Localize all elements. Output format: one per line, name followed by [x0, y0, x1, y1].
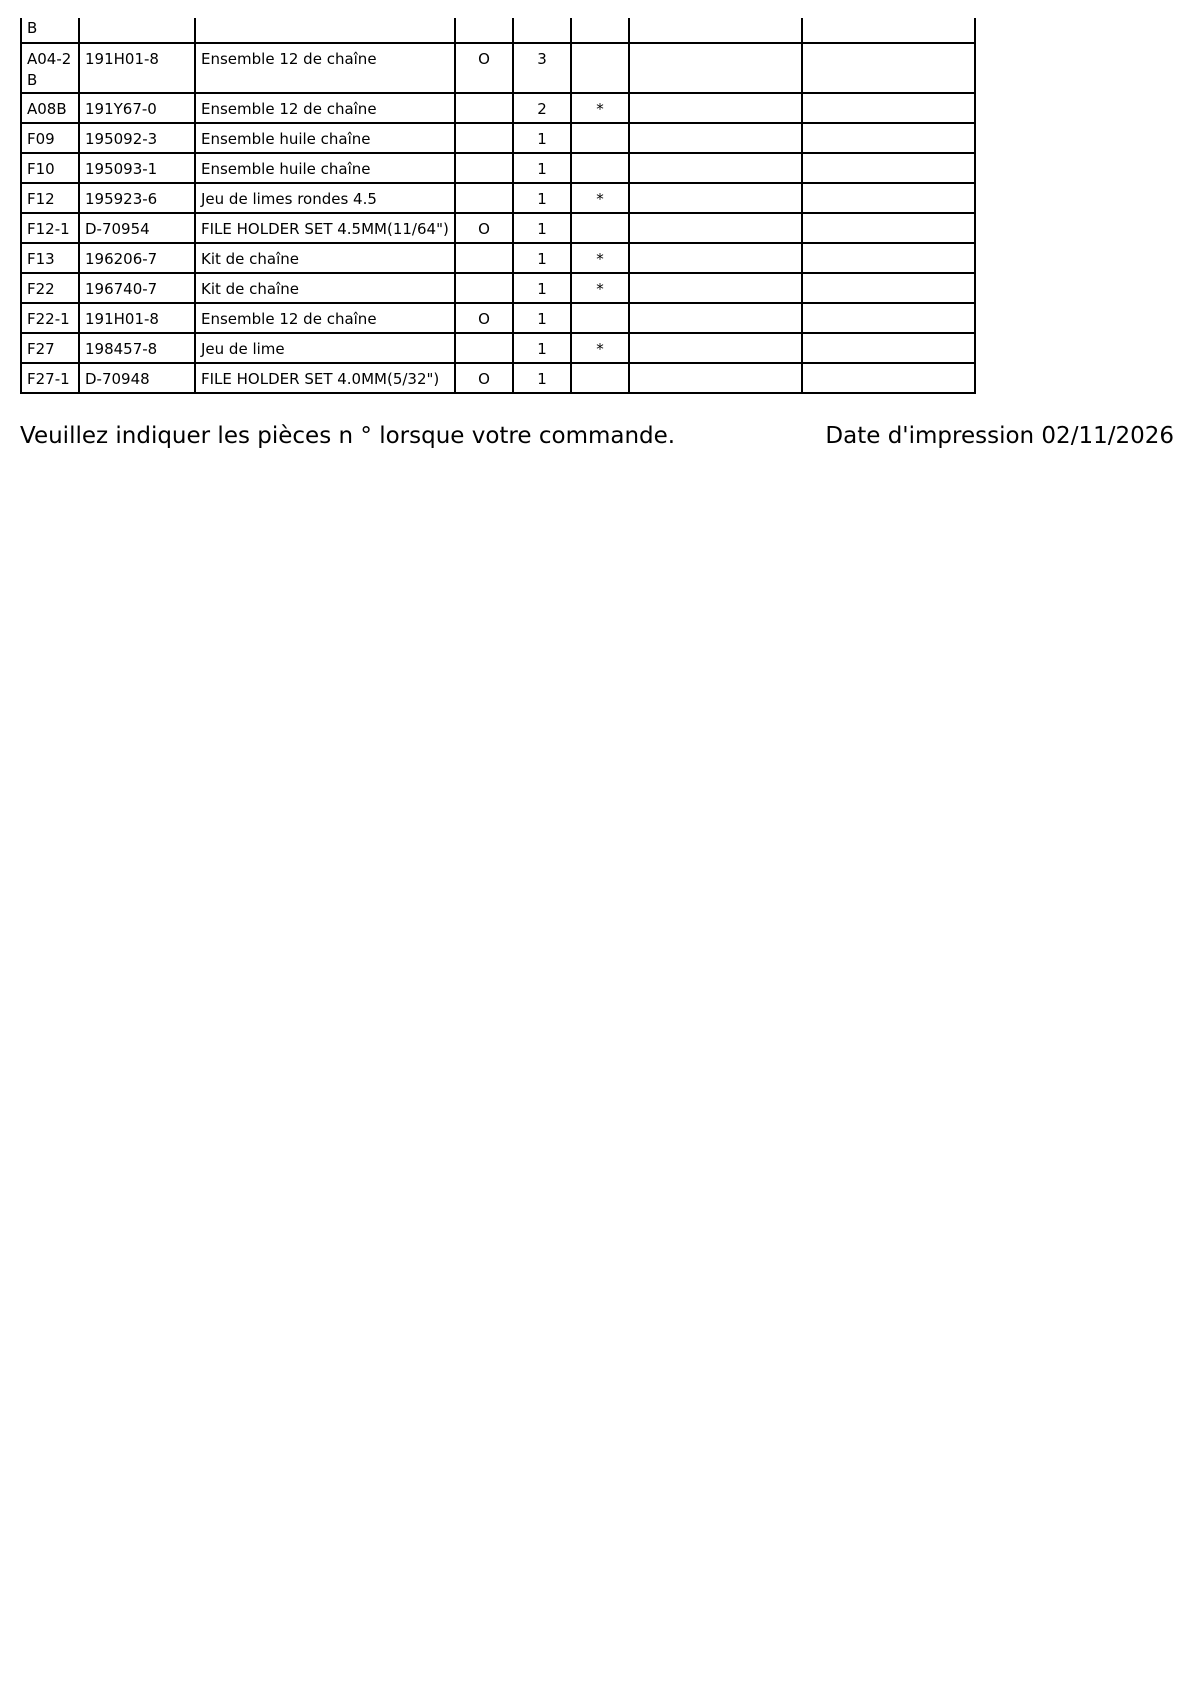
cell-empty	[629, 93, 802, 123]
cell-option: O	[455, 213, 513, 243]
cell-empty	[802, 43, 975, 93]
cell-mark	[571, 18, 629, 43]
table-row	[21, 93, 975, 123]
table-row	[21, 43, 975, 93]
cell-empty	[629, 303, 802, 333]
cell-mark: *	[571, 93, 629, 123]
cell-description: Kit de chaîne	[195, 273, 455, 303]
cell-part-number	[79, 18, 195, 43]
cell-ref: A08B	[21, 93, 79, 123]
cell-ref: F12-1	[21, 213, 79, 243]
cell-quantity: 1	[513, 153, 571, 183]
cell-option	[455, 183, 513, 213]
cell-option	[455, 123, 513, 153]
cell-description: Jeu de lime	[195, 333, 455, 363]
cell-empty	[629, 153, 802, 183]
print-date: Date d'impression 02/11/2026	[825, 423, 1174, 449]
cell-mark	[571, 43, 629, 93]
cell-empty	[802, 333, 975, 363]
cell-mark: *	[571, 333, 629, 363]
cell-part-number: 195092-3	[79, 123, 195, 153]
cell-description: Ensemble 12 de chaîne	[195, 93, 455, 123]
cell-ref: F27-1	[21, 363, 79, 393]
cell-part-number: 195923-6	[79, 183, 195, 213]
cell-part-number: 196740-7	[79, 273, 195, 303]
cell-empty	[802, 363, 975, 393]
table-row	[21, 273, 975, 303]
cell-quantity: 1	[513, 213, 571, 243]
cell-empty	[629, 363, 802, 393]
cell-ref: F27	[21, 333, 79, 363]
cell-empty	[802, 243, 975, 273]
cell-description	[195, 18, 455, 43]
cell-empty	[802, 303, 975, 333]
cell-empty	[629, 213, 802, 243]
table-row	[21, 213, 975, 243]
table-row	[21, 153, 975, 183]
cell-ref: F09	[21, 123, 79, 153]
cell-part-number: 191H01-8	[79, 43, 195, 93]
cell-description: Ensemble huile chaîne	[195, 123, 455, 153]
cell-empty	[802, 273, 975, 303]
cell-ref: F22-1	[21, 303, 79, 333]
cell-part-number: D-70954	[79, 213, 195, 243]
cell-empty	[802, 213, 975, 243]
cell-ref: B	[21, 18, 79, 43]
cell-ref: F22	[21, 273, 79, 303]
cell-empty	[629, 333, 802, 363]
cell-mark	[571, 153, 629, 183]
cell-option	[455, 93, 513, 123]
cell-part-number: 196206-7	[79, 243, 195, 273]
cell-quantity: 1	[513, 183, 571, 213]
cell-empty	[802, 93, 975, 123]
cell-option	[455, 273, 513, 303]
cell-empty	[629, 18, 802, 43]
cell-option	[455, 333, 513, 363]
cell-part-number: D-70948	[79, 363, 195, 393]
cell-quantity: 1	[513, 333, 571, 363]
table-row	[21, 333, 975, 363]
cell-description: Ensemble 12 de chaîne	[195, 303, 455, 333]
cell-ref: F10	[21, 153, 79, 183]
cell-mark	[571, 123, 629, 153]
cell-description: Jeu de limes rondes 4.5	[195, 183, 455, 213]
cell-empty	[802, 18, 975, 43]
cell-mark: *	[571, 243, 629, 273]
parts-table	[20, 18, 976, 394]
cell-empty	[629, 123, 802, 153]
cell-mark: *	[571, 273, 629, 303]
table-row	[21, 123, 975, 153]
cell-empty	[802, 123, 975, 153]
cell-ref: A04-2 B	[21, 43, 79, 93]
cell-description: FILE HOLDER SET 4.5MM(11/64")	[195, 213, 455, 243]
cell-mark: *	[571, 183, 629, 213]
table-row	[21, 18, 975, 43]
cell-ref: F13	[21, 243, 79, 273]
cell-option	[455, 18, 513, 43]
cell-empty	[629, 243, 802, 273]
cell-quantity: 1	[513, 243, 571, 273]
cell-mark	[571, 303, 629, 333]
cell-option: O	[455, 363, 513, 393]
table-row	[21, 303, 975, 333]
cell-empty	[629, 183, 802, 213]
table-row	[21, 243, 975, 273]
cell-option: O	[455, 303, 513, 333]
cell-quantity: 1	[513, 273, 571, 303]
cell-description: Kit de chaîne	[195, 243, 455, 273]
cell-ref: F12	[21, 183, 79, 213]
cell-description: FILE HOLDER SET 4.0MM(5/32")	[195, 363, 455, 393]
order-note: Veuillez indiquer les pièces n ° lorsque votre commande.	[20, 423, 676, 449]
cell-part-number: 191H01-8	[79, 303, 195, 333]
cell-quantity: 1	[513, 303, 571, 333]
cell-quantity: 2	[513, 93, 571, 123]
cell-empty	[802, 183, 975, 213]
cell-part-number: 198457-8	[79, 333, 195, 363]
cell-quantity: 3	[513, 43, 571, 93]
cell-empty	[629, 273, 802, 303]
cell-empty	[802, 153, 975, 183]
cell-part-number: 195093-1	[79, 153, 195, 183]
cell-empty	[629, 43, 802, 93]
cell-quantity	[513, 18, 571, 43]
cell-mark	[571, 213, 629, 243]
cell-option	[455, 243, 513, 273]
table-row	[21, 363, 975, 393]
cell-mark	[571, 363, 629, 393]
cell-quantity: 1	[513, 363, 571, 393]
cell-description: Ensemble 12 de chaîne	[195, 43, 455, 93]
parts-table-body	[21, 18, 975, 393]
cell-quantity: 1	[513, 123, 571, 153]
cell-option: O	[455, 43, 513, 93]
cell-part-number: 191Y67-0	[79, 93, 195, 123]
cell-option	[455, 153, 513, 183]
cell-description: Ensemble huile chaîne	[195, 153, 455, 183]
table-row	[21, 183, 975, 213]
